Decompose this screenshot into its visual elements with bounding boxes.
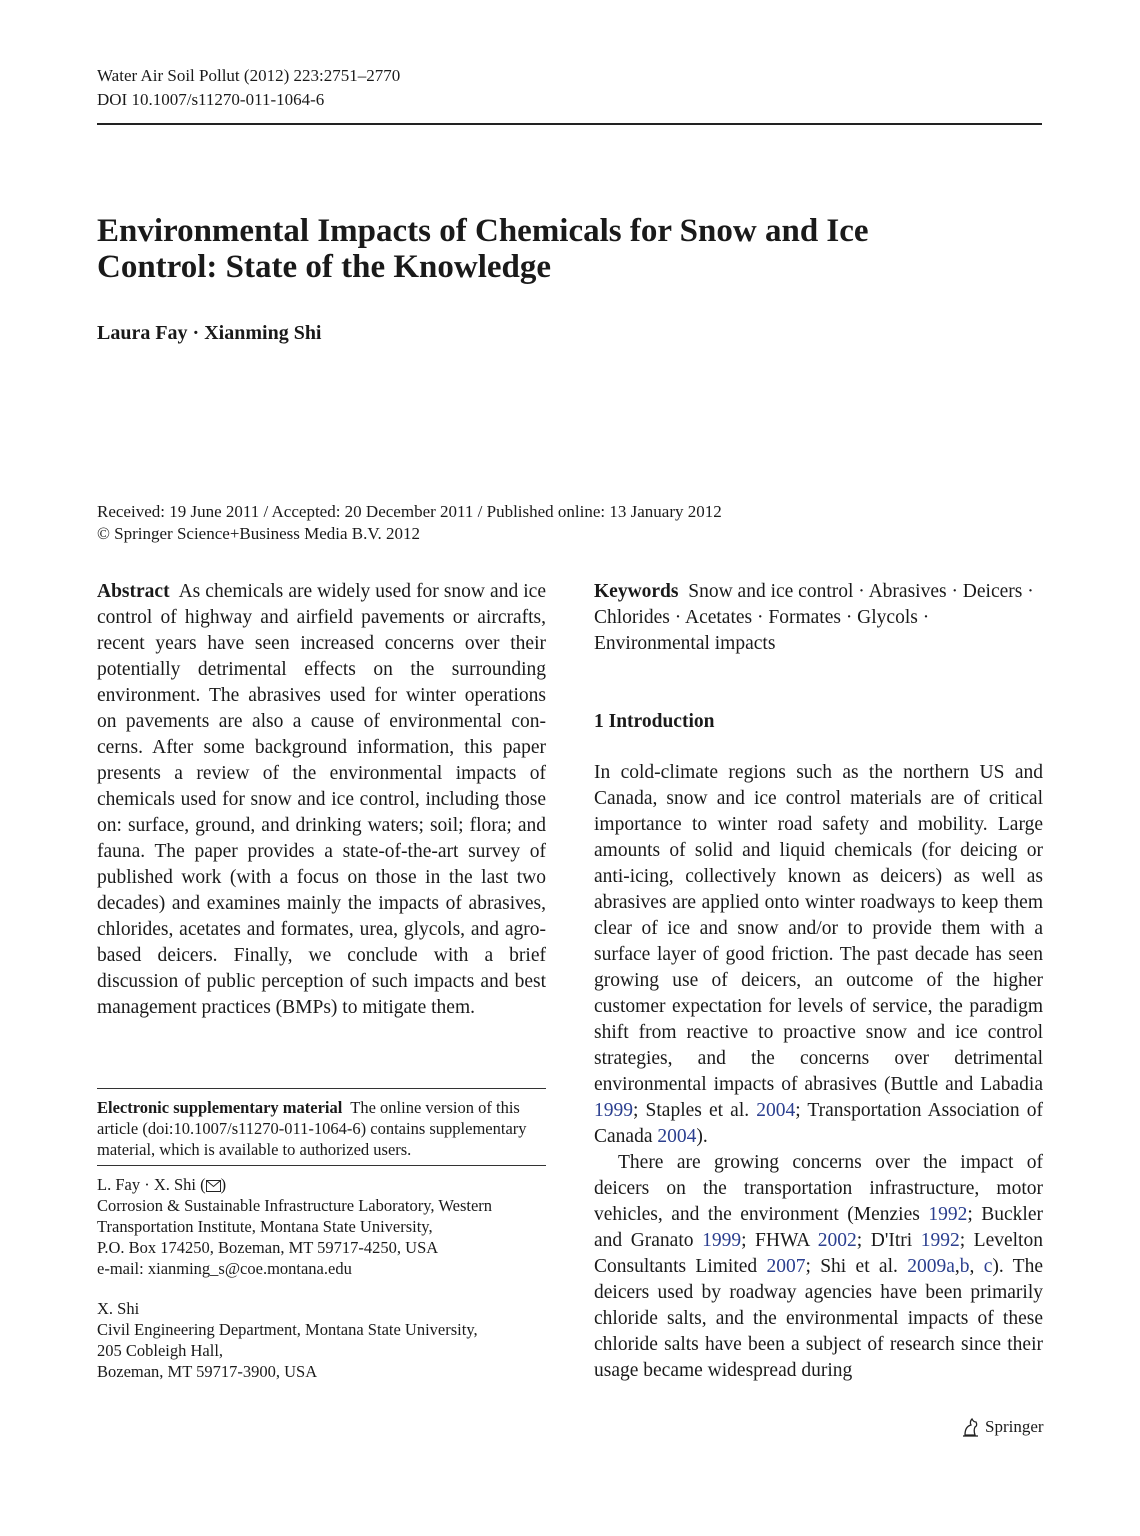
affiliation-names: L. Fay · X. Shi ( ) <box>97 1175 227 1194</box>
right-column <box>594 579 1043 1384</box>
abstract-text: As chemicals are widely used for snow and ice control of highway and airfield pavements or aircrafts, recent years have seen increased concerns over their potentially detrimental effects on the surrounding environment. The abrasives used for winter operations on pavements are also a cause of environmental concerns. After some background information, this paper presents a review of the environmental impacts of chemicals used for snow and ice control, including those on: surface, ground, and drinking waters; soil; flora; and fauna. The paper provides a state-of-the-art survey of published work (with a focus on those in the last two decades) and examines mainly the impacts of abrasives, chlorides, acetates and formates, urea, glycols, and agro-based deicers. Finally, we conclude with a brief discussion of public perception of such impacts and best management practices (BMPs) to mitigate them. <box>97 581 546 1018</box>
intro-paragraph-1: In cold-climate regions such as the northern US and Canada, snow and ice control materials are of critical importance to winter road safety and mobility. Large amounts of solid and liquid chemicals (for deicing or anti-icing, collectively known as deicers) as well as abrasives are applied onto winter roadways to keep them clear of ice and snow and/or to provide them with a surface layer of good friction. The past decade has seen growing use of deicers, an outcome of the higher customer expectation for levels of service, the paradigm shift from reactive to proactive snow and ice control strategies, and the concerns over detrimental environmental impacts of abrasives (Buttle and Labadia 1999; Staples et al. 2004; Transportation Association of Canada 2004). <box>594 762 1043 1147</box>
doi-line: DOI 10.1007/s11270-011-1064-6 <box>97 90 325 109</box>
abstract <box>97 579 546 1021</box>
paper-title <box>97 213 997 285</box>
publisher-name: Springer <box>985 1417 1044 1436</box>
affiliation-line: Civil Engineering Department, Montana State University, <box>97 1320 478 1339</box>
citation-link[interactable]: 2002 <box>817 1230 857 1251</box>
title-line-2: Control: State of the Knowledge <box>97 249 552 285</box>
affiliation-line: Transportation Institute, Montana State University, <box>97 1217 433 1236</box>
publisher-logo <box>962 1417 1044 1437</box>
publication-dates <box>97 501 722 545</box>
affiliation-line: P.O. Box 174250, Bozeman, MT 59717-4250, USA <box>97 1238 439 1257</box>
citation-link[interactable]: 2004 <box>756 1100 796 1121</box>
citation-link[interactable]: 1992 <box>920 1230 960 1251</box>
left-column <box>97 579 546 1021</box>
citation-link[interactable]: 1999 <box>594 1100 633 1121</box>
affiliation-name: X. Shi <box>97 1299 140 1318</box>
citation-link[interactable]: 2004 <box>657 1126 697 1147</box>
abstract-label: Abstract <box>97 581 170 602</box>
title-line-1: Environmental Impacts of Chemicals for Snow and Ice <box>97 213 869 249</box>
intro-paragraph-2: There are growing concerns over the impact of deicers on the transportation infrastructure, motor vehicles, and the environment (Menzies 1992; Buckler and Granato 1999; FHWA 2002; D'Itri 1992; Levelton Consultants Limited 2007; Shi et al. 2009a,b, c). The deicers used by roadway agencies have been primarily chloride salts, and the environmental impacts of these chloride salts have been a subject of research since their usage became widespread during <box>594 1152 1043 1381</box>
journal-header <box>97 64 400 112</box>
affiliation-line: Corrosion & Sustainable Infrastructure Laboratory, Western <box>97 1196 493 1215</box>
section-heading: 1 Introduction <box>594 711 715 732</box>
header-rule <box>97 123 1042 125</box>
footnote-rule <box>97 1088 546 1089</box>
copyright-line: © Springer Science+Business Media B.V. 2012 <box>97 524 420 543</box>
citation-link[interactable]: 2007 <box>766 1256 806 1277</box>
footnote-rule-2 <box>97 1165 546 1166</box>
dates-line: Received: 19 June 2011 / Accepted: 20 December 2011 / Published online: 13 January 2012 <box>97 502 722 521</box>
esm-text: The online version of this article (doi:10.1007/s11270-011-1064-6) contains supplementary material, which is available to authorized users. <box>97 1098 527 1159</box>
citation-link[interactable]: 2009a <box>907 1256 955 1277</box>
envelope-icon <box>206 1180 221 1192</box>
citation-link[interactable]: 1999 <box>702 1230 742 1251</box>
springer-horse-icon <box>962 1417 980 1437</box>
keywords-label: Keywords <box>594 581 679 602</box>
journal-citation: Water Air Soil Pollut (2012) 223:2751–2770 <box>97 66 401 85</box>
supplementary-note <box>97 1097 546 1160</box>
author-list: Laura Fay · Xianming Shi <box>97 322 322 344</box>
affiliation-line: Bozeman, MT 59717-3900, USA <box>97 1362 318 1381</box>
citation-link[interactable]: b <box>959 1256 970 1277</box>
keywords-text: Snow and ice control · Abrasives · Deicers · Chlorides · Acetates · Formates · Glycols · Environmental impacts <box>594 581 1034 654</box>
affiliation-line: 205 Cobleigh Hall, <box>97 1341 224 1360</box>
esm-label: Electronic supplementary material <box>97 1098 343 1117</box>
author-email[interactable]: e-mail: xianming_s@coe.montana.edu <box>97 1259 352 1278</box>
citation-link[interactable]: c <box>983 1256 993 1277</box>
affiliation-block-1 <box>97 1174 546 1279</box>
keywords <box>594 579 1043 657</box>
citation-link[interactable]: 1992 <box>928 1204 968 1225</box>
affiliation-block-2 <box>97 1298 546 1382</box>
